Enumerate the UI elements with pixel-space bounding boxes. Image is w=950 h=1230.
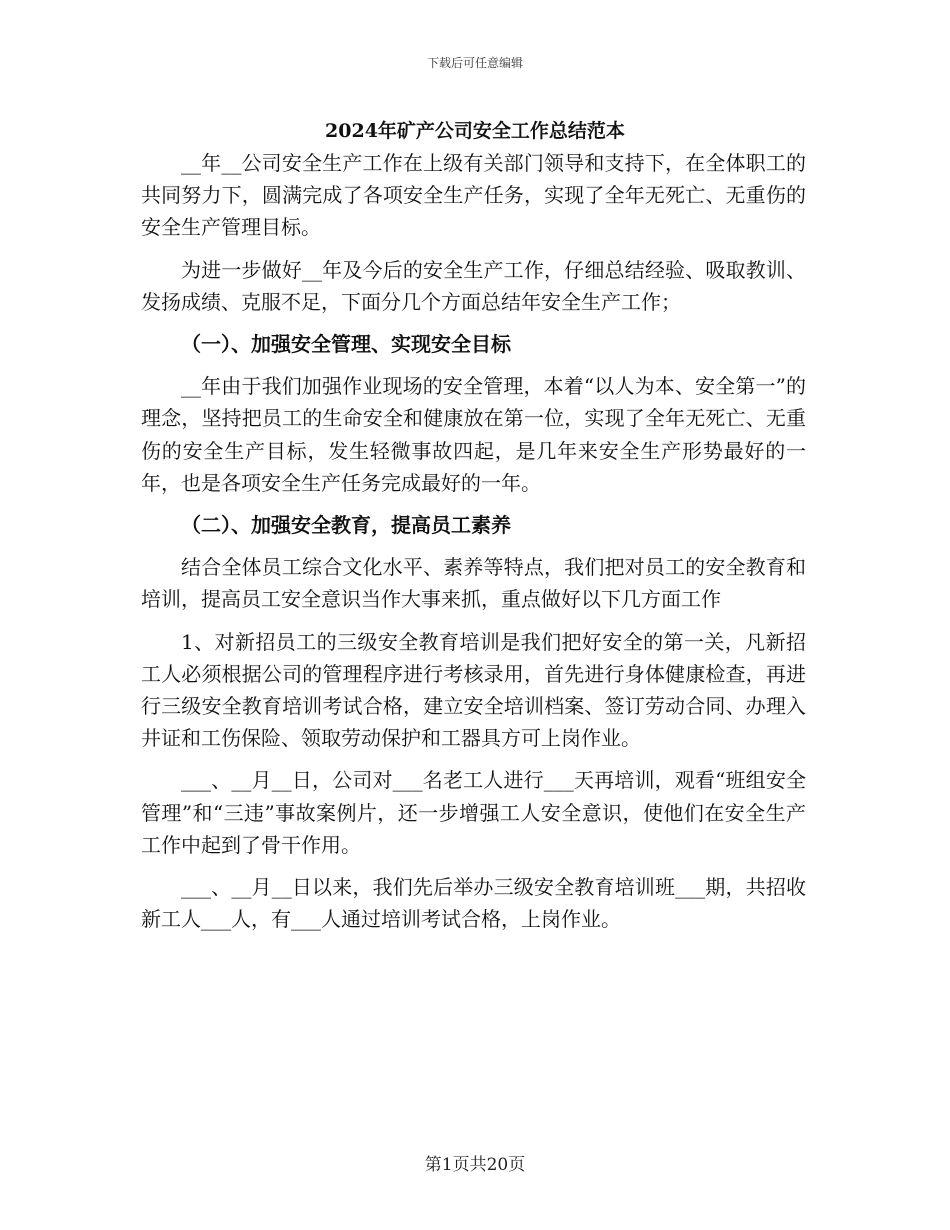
paragraph-intro: __年__公司安全生产工作在上级有关部门领导和支持下，在全体职工的共同努力下，圆满完成了各项安全生产任务，实现了全年无死亡、无重伤的安全生产管理目标。	[141, 151, 806, 240]
paragraph-section-1: __年由于我们加强作业现场的安全管理，本着“以人为本、安全第一”的理念，坚持把员工的生命安全和健康放在第一位，实现了全年无死亡、无重伤的安全生产目标，发生轻微事故四起，是几年来安全生产形势最好的一年，也是各项安全生产任务完成最好的一年。	[141, 374, 806, 495]
document-title: 2024年矿产公司安全工作总结范本	[325, 120, 625, 142]
document-body	[141, 147, 806, 935]
section-heading-2: （二）、加强安全教育，提高员工素养	[181, 513, 511, 538]
paragraph-retraining: ___、__月__日，公司对___名老工人进行___天再培训，观看“班组安全管理”和“三违”事故案例片，还一步增强工人安全意识，使他们在安全生产工作中起到了骨干作用。	[141, 768, 806, 857]
paragraph-purpose: 为进一步做好__年及今后的安全生产工作，仔细总结经验、吸取教训、发扬成绩、克服不足，下面分几个方面总结年安全生产工作；	[141, 257, 806, 314]
page-footer: 第1页共20页	[424, 1155, 526, 1175]
paragraph-training-classes: ___、__月__日以来，我们先后举办三级安全教育培训班___期，共招收新工人___人，有___人通过培训考试合格，上岗作业。	[141, 875, 806, 932]
paragraph-item-1: 1、对新招员工的三级安全教育培训是我们把好安全的第一关，凡新招工人必须根据公司的管理程序进行考核录用，首先进行身体健康检查，再进行三级安全教育培训考试合格，建立安全培训档案、签订劳动合同、办理入井证和工伤保险、领取劳动保护和工器具方可上岗作业。	[141, 629, 806, 751]
section-heading-1: （一）、加强安全管理、实现安全目标	[181, 332, 511, 357]
page-header: 下载后可任意编辑	[426, 56, 523, 70]
paragraph-section-2: 结合全体员工综合文化水平、素养等特点，我们把对员工的安全教育和培训，提高员工安全意识当作大事来抓，重点做好以下几方面工作	[141, 555, 806, 612]
